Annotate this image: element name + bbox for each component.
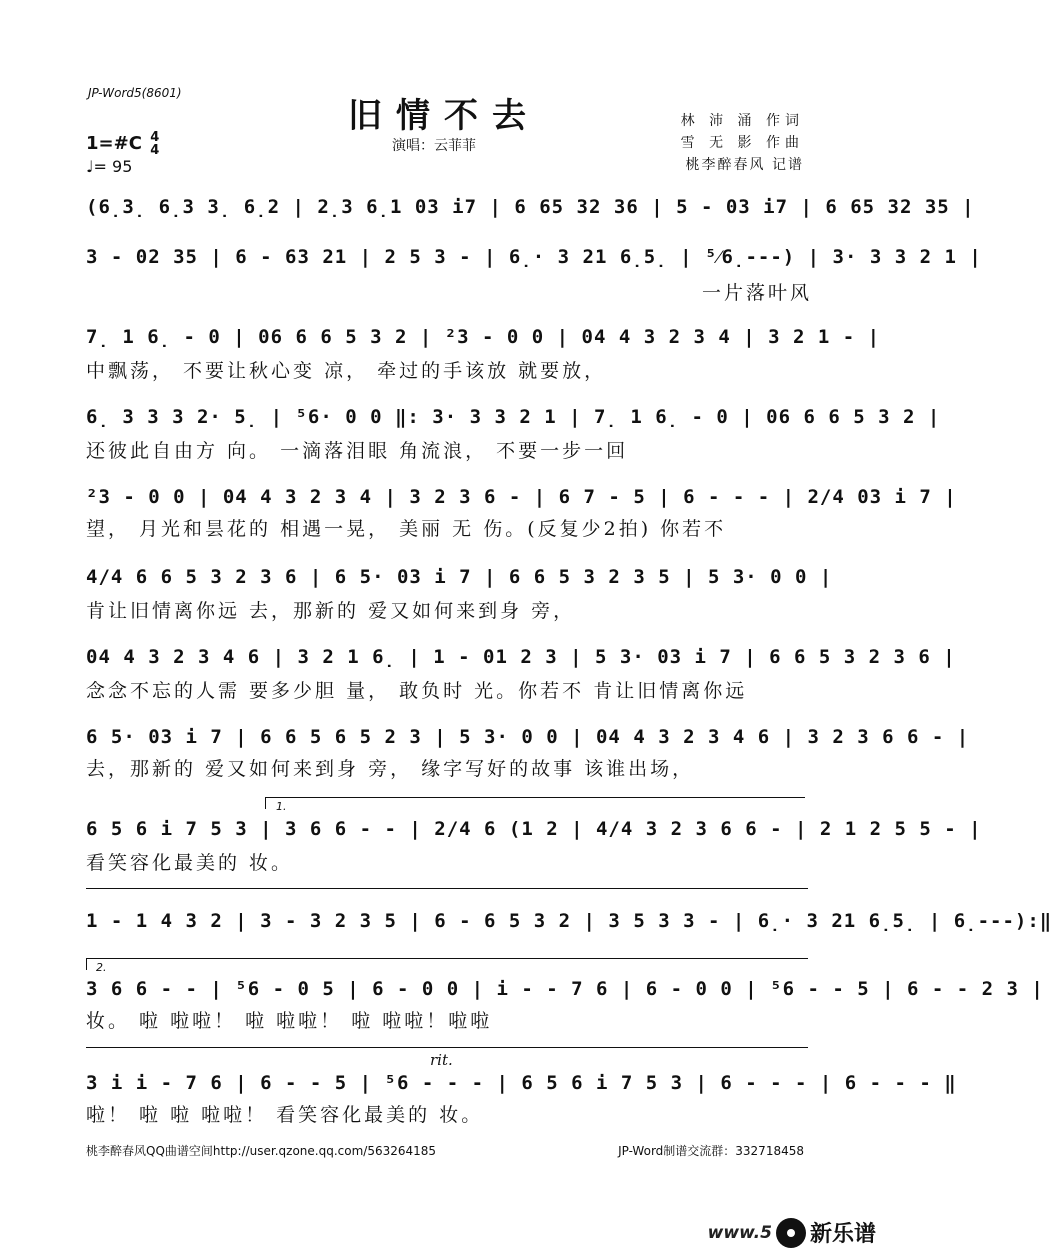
watermark-brand: 新乐谱	[809, 1222, 876, 1247]
lyrics-line: 啦！ 啦 啦 啦啦！ 看笑容化最美的 妆。	[86, 1104, 484, 1126]
notation-line: 04 4 3 2 3 4 6 | 3 2 1 6̣ | 1 - 01 2 3 | 5 3· 03 i 7 | 6 6 5 3 2 3 6 |	[86, 646, 956, 668]
notation-line: 3 - 02 35 | 6 - 63 21 | 2 5 3 - | 6̣· 3 21 6̣5̣ | ⁵⁄6̣---) | 3· 3 3 2 1 |	[86, 246, 982, 268]
lyricist-credit: 林 沛 涌 作词	[680, 113, 804, 129]
repeat-bracket	[86, 888, 808, 889]
first-ending-bracket	[265, 797, 805, 798]
first-ending-tick	[265, 797, 266, 809]
notation-line: (6̣3̣ 6̣3 3̣ 6̣2 | 2̣3 6̣1 03 i7 | 6 65 32 36 | 5 - 03 i7 | 6 65 32 35 |	[86, 196, 975, 218]
lyrics-line: 还彼此自由方 向。 一滴落泪眼 角流浪， 不要一步一回	[86, 440, 629, 462]
song-title: 旧情不去	[348, 96, 540, 136]
key-label: 1=#C	[86, 133, 142, 154]
footer-left: 桃李醉春风QQ曲谱空间http://user.qzone.qq.com/563264185	[86, 1144, 437, 1158]
key-signature	[86, 131, 159, 157]
notation-line: 6 5 6 i 7 5 3 | 3 6 6 - - | 2/4 6 (1 2 | 4/4 3 2 3 6 6 - | 2 1 2 5 5 - |	[86, 818, 982, 840]
notation-line: ²3 - 0 0 | 04 4 3 2 3 4 | 3 2 3 6 - | 6 7 - 5 | 6 - - - | 2/4 03 i 7 |	[86, 486, 957, 508]
time-bottom: 4	[150, 143, 160, 158]
composer-credit: 雪 无 影 作曲	[680, 135, 804, 151]
ritardando-marking: rit.	[430, 1051, 453, 1069]
lyrics-line: 去，那新的 爱又如何来到身 旁， 缘字写好的故事 该谁出场，	[86, 758, 695, 780]
notation-line: 4/4 6 6 5 3 2 3 6 | 6 5· 03 i 7 | 6 6 5 3 2 3 5 | 5 3· 0 0 |	[86, 566, 833, 588]
notation-line: 3 i i - 7 6 | 6 - - 5 | ⁵6 - - - | 6 5 6 i 7 5 3 | 6 - - - | 6 - - - ‖	[86, 1072, 957, 1094]
time-top: 4	[150, 130, 160, 145]
lyrics-line: 肯让旧情离你远 去，那新的 爱又如何来到身 旁，	[86, 600, 576, 622]
time-signature	[150, 131, 159, 157]
watermark-logo	[708, 1217, 876, 1248]
tempo-marking: ♩= 95	[86, 157, 133, 176]
second-ending-tick	[86, 958, 87, 970]
notation-line: 3 6 6 - - | ⁵6 - 0 5 | 6 - 0 0 | i - - 7 6 | 6 - 0 0 | ⁵6 - - 5 | 6 - - 2 3 |	[86, 978, 1044, 1000]
watermark-url: www.5	[707, 1222, 772, 1243]
lyrics-line: 望， 月光和昙花的 相遇一晃， 美丽 无 伤。(反复少2拍) 你若不	[86, 518, 727, 540]
second-ending-bracket	[86, 958, 808, 959]
lyrics-line: 念念不忘的人需 要多少胆 量， 敢负时 光。你若不 肯让旧情离你远	[86, 680, 748, 702]
lyrics-line: 中飘荡， 不要让秋心变 凉， 牵过的手该放 就要放，	[86, 360, 607, 382]
transcriber-credit: 桃李醉春风 记谱	[685, 157, 804, 173]
notation-line: 7̣ 1 6̣ - 0 | 06 6 6 5 3 2 | ²3 - 0 0 | 04 4 3 2 3 4 | 3 2 1 - |	[86, 326, 881, 348]
notation-line: 1 - 1 4 3 2 | 3 - 3 2 3 5 | 6 - 6 5 3 2 | 3 5 3 3 - | 6̣· 3 21 6̣5̣ | 6̣---):‖	[86, 910, 1052, 932]
footer-right: JP-Word制谱交流群：332718458	[618, 1144, 804, 1158]
second-ending-label: 2.	[96, 961, 107, 974]
first-ending-label: 1.	[276, 800, 287, 813]
singer-label: 演唱：云菲菲	[392, 138, 476, 154]
notation-line: 6 5· 03 i 7 | 6 6 5 6 5 2 3 | 5 3· 0 0 | 04 4 3 2 3 4 6 | 3 2 3 6 6 - |	[86, 726, 970, 748]
source-label: JP-Word5(8601)	[88, 86, 182, 100]
lyrics-line: 妆。 啦 啦啦！ 啦 啦啦！ 啦 啦啦！啦啦	[86, 1010, 493, 1032]
lyrics-line: 看笑容化最美的 妆。	[86, 852, 294, 874]
notation-line: 6̣ 3 3 3 2· 5̣ | ⁵6· 0 0 ‖: 3· 3 3 2 1 | 7̣ 1 6̣ - 0 | 06 6 6 5 3 2 |	[86, 406, 941, 428]
disc-icon	[776, 1218, 806, 1248]
system-bracket	[86, 1047, 808, 1048]
lyrics-line: 一片落叶风	[701, 282, 812, 304]
